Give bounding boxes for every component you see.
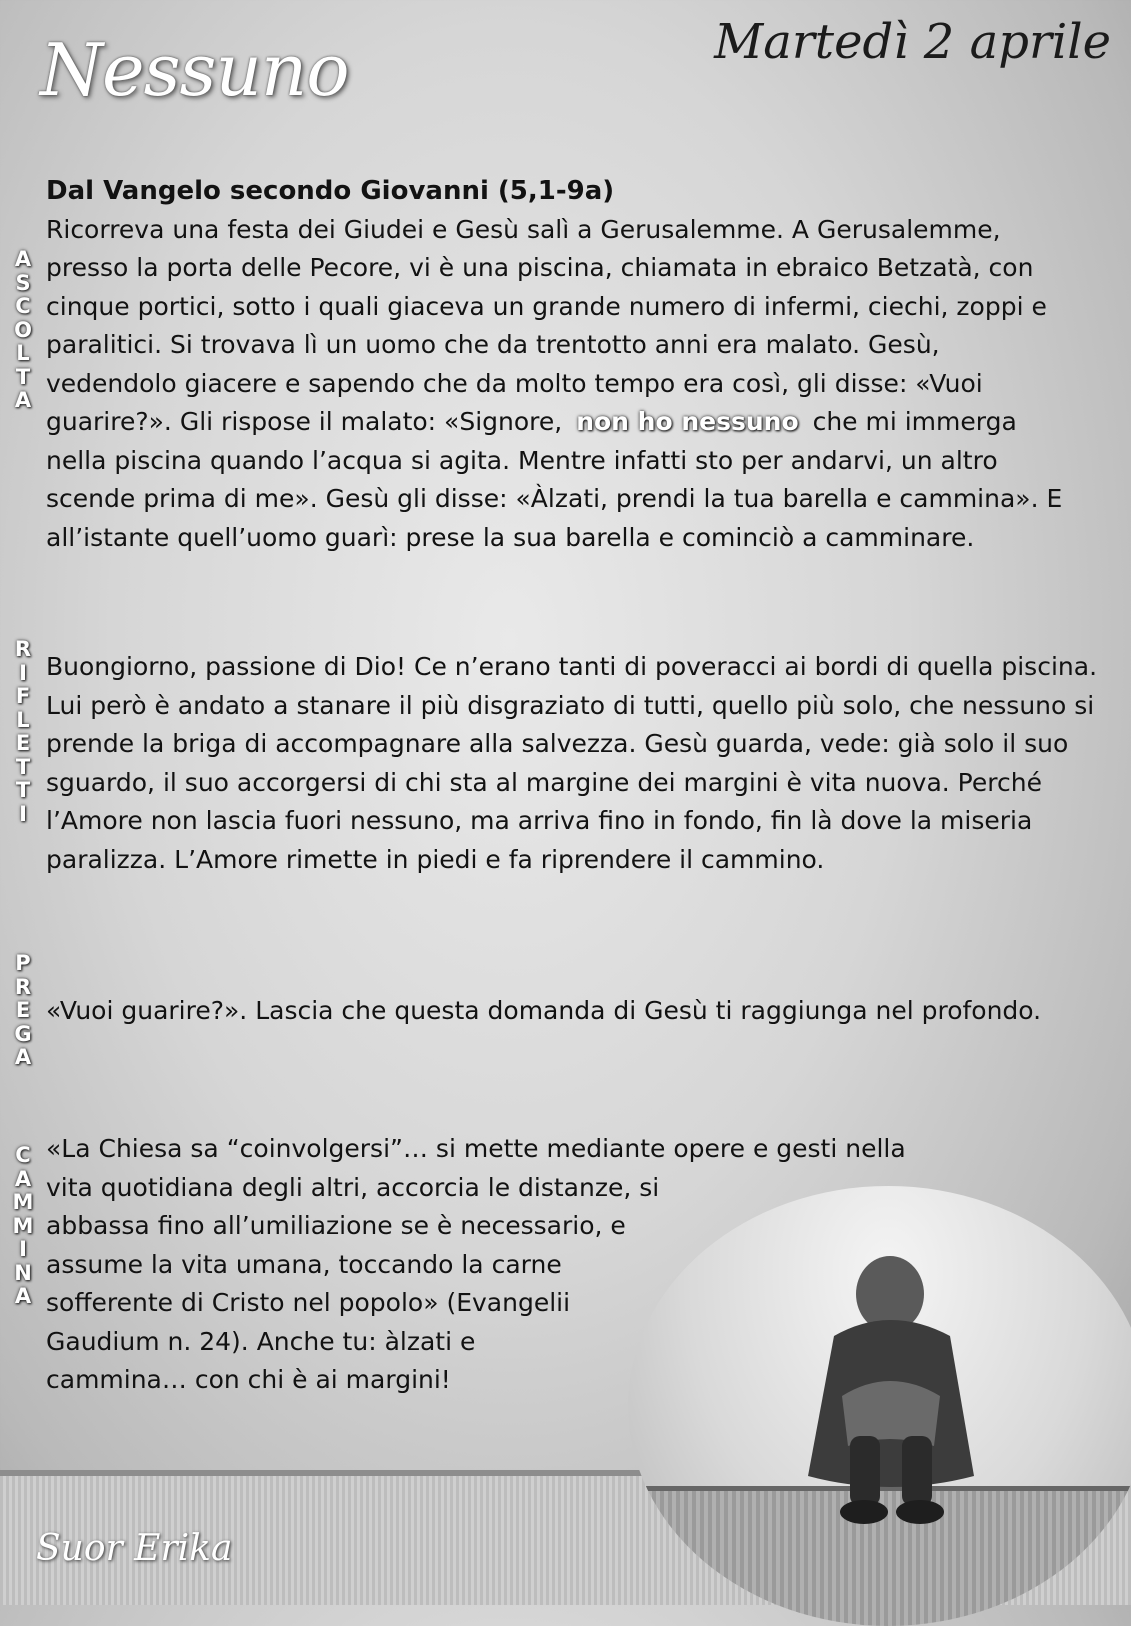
walk-line-2: vita quotidiana degli altri, accorcia le distanze, si [46, 1172, 660, 1202]
gospel-text-before: Ricorreva una festa dei Giudei e Gesù salì a Gerusalemme. A Gerusalemme, presso la porta delle Pecore, vi è una piscina, chiamata in ebraico Betzatà, con cinque portici, sotto i quali giaceva un grande numero di infermi, ciechi, zoppi e paralitici. Si trovava lì un uomo che da trentotto anni era malato. Gesù, vedendolo giacere e sapendo che da molto tempo era così, gli disse: «Vuoi guarire?». Gli rispose il malato: «Signore, [46, 214, 1047, 436]
page-title: Nessuno [40, 28, 349, 112]
walk-line-7: cammina… con chi è ai margini! [46, 1365, 451, 1394]
gospel-heading: Dal Vangelo secondo Giovanni (5,1-9a) [46, 176, 615, 206]
gospel-text-after: che mi immerga nella piscina quando l’acqua si agita. Mentre infatti sto per andarvi, un altro scende prima di me». Gesù gli disse: «Àlzati, prendi la tua barella e cammina». E all’istante quell’uomo guarì: prese la sua barella e cominciò a camminare. [46, 407, 1063, 552]
walk-line-5: sofferente di Cristo nel popolo» (Evangelii [46, 1288, 571, 1317]
section-label-cammina: C A M M I N A [12, 1143, 34, 1308]
walk-section [46, 1130, 1046, 1400]
section-label-rifletti: R I F L E T T I [14, 637, 32, 826]
signature: Suor Erika [36, 1528, 233, 1569]
walk-line-1: «La Chiesa sa “coinvolgersi”… si mette mediante opere e gesti nella [46, 1134, 906, 1163]
walk-line-6: Gaudium n. 24). Anche tu: àlzati e [46, 1326, 476, 1356]
gospel-section [46, 172, 1076, 557]
walk-line-3: abbassa fino all’umiliazione se è necessario, e [46, 1211, 626, 1240]
gospel-highlight: non ho nessuno [576, 407, 799, 436]
prayer-text: «Vuoi guarire?». Lascia che questa domanda di Gesù ti raggiunga nel profondo. [46, 996, 1042, 1025]
reflection-section [46, 648, 1121, 879]
gospel-text [46, 211, 1076, 558]
prayer-section [46, 992, 1046, 1031]
walk-line-4: assume la vita umana, toccando la carne [46, 1249, 562, 1279]
section-label-ascolta: A S C O L T A [14, 247, 32, 412]
section-label-prega: P R E G A [14, 951, 32, 1069]
reflection-text: Buongiorno, passione di Dio! Ce n’erano tanti di poveracci ai bordi di quella piscina. Lui però è andato a stanare il più disgraziato di tutti, quello più solo, che nessuno si prende la briga di accompagnare alla salvezza. Gesù guarda, vede: già solo il suo sguardo, il suo accorgersi di chi sta al margine dei margini è vita nuova. Perché l’Amore non lascia fuori nessuno, ma arriva fino in fondo, fin là dove la miseria paralizza. L’Amore rimette in piedi e fa riprendere il cammino. [46, 652, 1098, 874]
date-label: Martedì 2 aprile [714, 14, 1111, 70]
